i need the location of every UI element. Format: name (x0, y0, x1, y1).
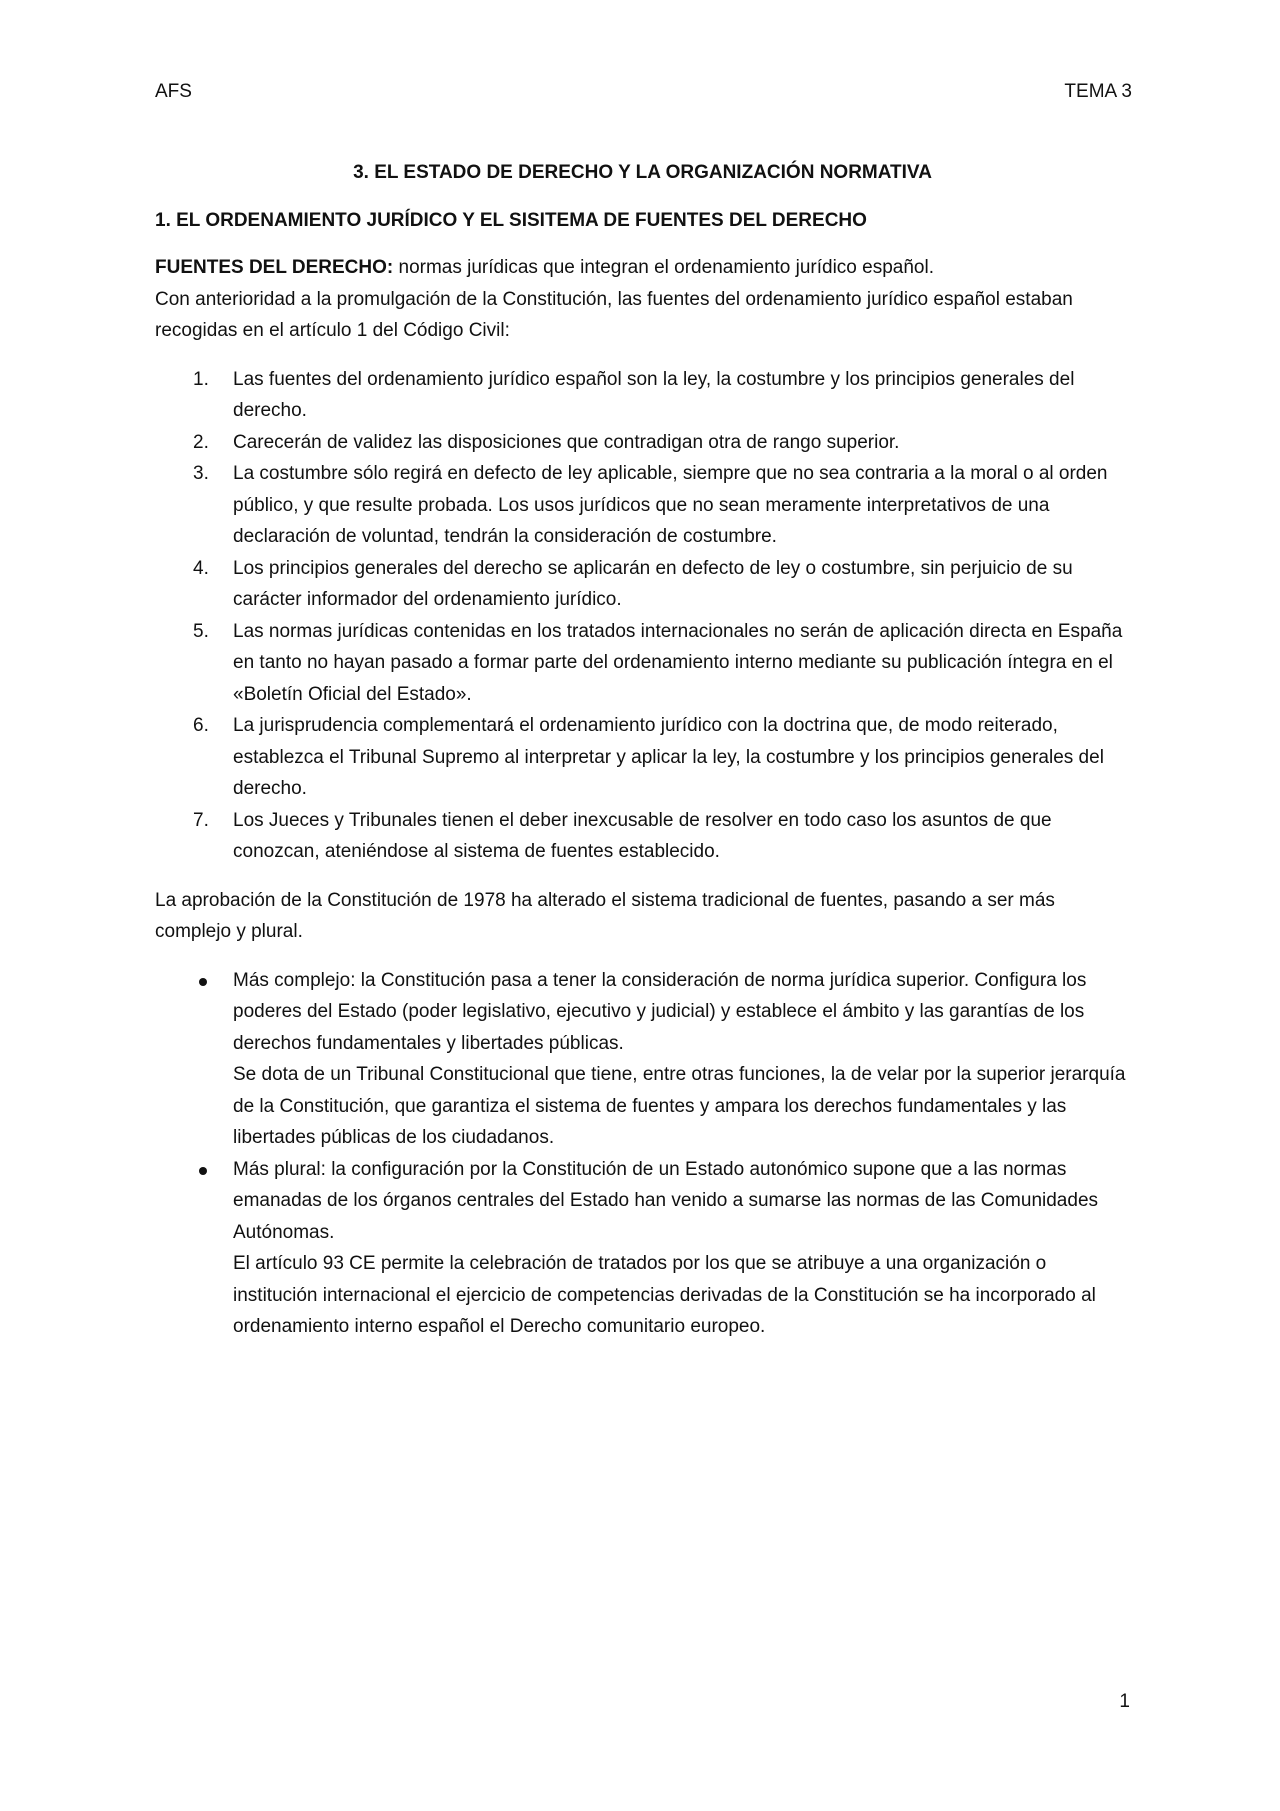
intro-paragraph: Con anterioridad a la promulgación de la Constitución, las fuentes del ordenamiento jurídico español estaban recogidas en el artículo 1 del Código Civil: (155, 288, 1073, 341)
header-right-text: TEMA 3 (1064, 81, 1132, 102)
page-number: 1 (1119, 1691, 1130, 1712)
list-item (155, 427, 1130, 459)
document-title: 3. EL ESTADO DE DERECHO Y LA ORGANIZACIÓN NORMATIVA (353, 162, 932, 183)
list-item-number: 4. (193, 557, 209, 579)
civil-code-list (155, 364, 1130, 868)
list-item-text: Carecerán de validez las disposiciones que contradigan otra de rango superior. (233, 431, 900, 453)
list-item-number: 2. (193, 431, 209, 453)
definition-block (155, 252, 1130, 347)
bullet-text: Más complejo: la Constitución pasa a tener la consideración de norma jurídica superior. Configura los poderes del Estado (poder legislativo, ejecutivo y judicial) y establece el ámbito y las garantías de los derechos fundamentales y libertades públicas. (233, 969, 1087, 1054)
bullet-icon (199, 978, 207, 986)
definition-text: normas jurídicas que integran el ordenamiento jurídico español. (393, 257, 934, 278)
list-item-number: 6. (193, 715, 209, 736)
header-left-text: AFS (155, 81, 192, 102)
list-item (155, 458, 1130, 553)
definition-paragraph (155, 252, 1130, 284)
document-body (155, 157, 1130, 1343)
list-item-text: Las normas jurídicas contenidas en los tratados internacionales no serán de aplicación directa en España en tanto no hayan pasado a formar parte del ordenamiento interno mediante su publicación íntegra en el «Boletín Oficial del Estado». (233, 620, 1123, 705)
list-item (155, 553, 1130, 616)
bullet-list (155, 965, 1130, 1343)
list-item-number: 7. (193, 809, 209, 831)
list-item (155, 616, 1130, 711)
constitution-paragraph: La aprobación de la Constitución de 1978 ha alterado el sistema tradicional de fuentes, pasando a ser más complejo y plural. (155, 889, 1055, 942)
list-item-number: 5. (193, 620, 209, 642)
list-item (155, 805, 1130, 868)
bullet-text: Más plural: la configuración por la Constitución de un Estado autonómico supone que a las normas emanadas de los órganos centrales del Estado han venido a sumarse las normas de las Comunidades Autónomas. (233, 1158, 1099, 1243)
list-item-text: Los principios generales del derecho se aplicarán en defecto de ley o costumbre, sin perjuicio de su carácter informador del ordenamiento jurídico. (233, 557, 1073, 610)
bullet-continuation: El artículo 93 CE permite la celebración de tratados por los que se atribuye a una organización o institución internacional el ejercicio de competencias derivadas de la Constitución se ha incorporado al ordenamiento interno español el Derecho comunitario europeo. (233, 1253, 1096, 1337)
list-item-number: 3. (193, 463, 209, 484)
bullet-item-complex (155, 965, 1130, 1154)
section-heading: 1. EL ORDENAMIENTO JURÍDICO Y EL SISITEMA DE FUENTES DEL DERECHO (155, 209, 867, 231)
list-item (155, 364, 1130, 427)
list-item-text: Las fuentes del ordenamiento jurídico español son la ley, la costumbre y los principios generales del derecho. (233, 368, 1075, 421)
bullet-item-plural (155, 1154, 1130, 1343)
list-item-text: La costumbre sólo regirá en defecto de ley aplicable, siempre que no sea contraria a la moral o al orden público, y que resulte probada. Los usos jurídicos que no sean meramente interpretativos de una declaración de voluntad, tendrán la consideración de costumbre. (233, 463, 1108, 547)
list-item (155, 710, 1130, 805)
list-item-number: 1. (193, 368, 209, 390)
bullet-continuation: Se dota de un Tribunal Constitucional que tiene, entre otras funciones, la de velar por la superior jerarquía de la Constitución, que garantiza el sistema de fuentes y ampara los derechos fundamentales y las libertades públicas de los ciudadanos. (233, 1064, 1126, 1148)
definition-term: FUENTES DEL DERECHO: (155, 257, 394, 278)
list-item-text: Los Jueces y Tribunales tienen el deber inexcusable de resolver en todo caso los asuntos de que conozcan, ateniéndose al sistema de fuentes establecido. (233, 809, 1052, 862)
bullet-icon (199, 1167, 207, 1175)
list-item-text: La jurisprudencia complementará el ordenamiento jurídico con la doctrina que, de modo reiterado, establezca el Tribunal Supremo al interpretar y aplicar la ley, la costumbre y los principios generales del derecho. (233, 715, 1104, 799)
